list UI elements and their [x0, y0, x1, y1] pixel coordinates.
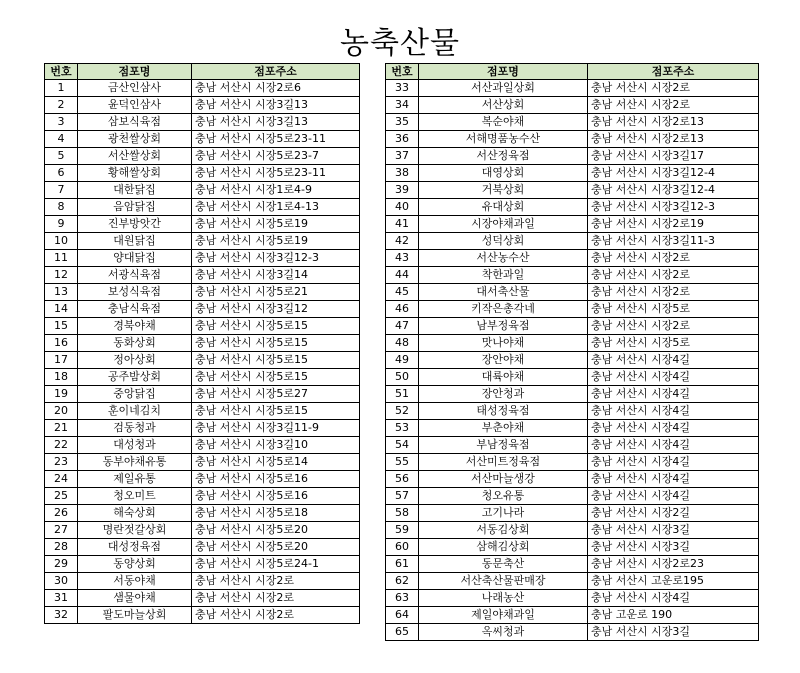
store-address: 충남 서산시 시장5로27: [192, 386, 360, 403]
store-address: 충남 서산시 시장5로19: [192, 216, 360, 233]
store-name: 서산정육점: [419, 148, 588, 165]
store-address: 충남 서산시 시장4길: [588, 590, 759, 607]
table-row: [386, 471, 759, 488]
store-address: 충남 서산시 시장5로14: [192, 454, 360, 471]
table-row: [45, 471, 360, 488]
store-name: 검동청과: [78, 420, 192, 437]
row-number: 27: [45, 522, 78, 539]
store-address: 충남 서산시 시장2로: [192, 590, 360, 607]
store-name: 동양상회: [78, 556, 192, 573]
store-name: 양대닭집: [78, 250, 192, 267]
store-address: 충남 서산시 시장3길13: [192, 97, 360, 114]
store-name: 금산인삼사: [78, 80, 192, 97]
row-number: 65: [386, 624, 419, 641]
store-address: 충남 서산시 시장3길: [588, 539, 759, 556]
table-row: [45, 420, 360, 437]
store-name: 동문축산: [419, 556, 588, 573]
store-address: 충남 서산시 시장3길14: [192, 267, 360, 284]
table-row: [45, 369, 360, 386]
store-address: 충남 서산시 시장3길12-4: [588, 165, 759, 182]
store-address: 충남 서산시 시장3길11-3: [588, 233, 759, 250]
store-address: 충남 서산시 시장5로15: [192, 352, 360, 369]
store-name: 서산농수산: [419, 250, 588, 267]
store-address: 충남 서산시 시장5로15: [192, 403, 360, 420]
table-row: [386, 250, 759, 267]
table-row: [386, 233, 759, 250]
table-row: [45, 80, 360, 97]
table-row: [386, 624, 759, 641]
table-row: [386, 148, 759, 165]
row-number: 29: [45, 556, 78, 573]
store-name: 동화상회: [78, 335, 192, 352]
row-number: 37: [386, 148, 419, 165]
store-address: 충남 서산시 시장5로18: [192, 505, 360, 522]
store-name: 서산미트정육점: [419, 454, 588, 471]
store-name: 보성식육점: [78, 284, 192, 301]
store-name: 경북야채: [78, 318, 192, 335]
table-row: [386, 607, 759, 624]
table-row: [386, 335, 759, 352]
store-name: 광천쌀상회: [78, 131, 192, 148]
store-address: 충남 서산시 시장5로20: [192, 539, 360, 556]
store-name: 시장야채과일: [419, 216, 588, 233]
store-address: 충남 서산시 시장2로: [192, 607, 360, 624]
store-name: 장안청과: [419, 386, 588, 403]
store-address: 충남 서산시 시장3길12-3: [192, 250, 360, 267]
store-address: 충남 서산시 시장2로: [588, 284, 759, 301]
store-name: 명란젓갈상회: [78, 522, 192, 539]
store-name: 착한과일: [419, 267, 588, 284]
store-address: 충남 서산시 시장2로: [588, 250, 759, 267]
row-number: 3: [45, 114, 78, 131]
store-name: 공주밤상회: [78, 369, 192, 386]
row-number: 31: [45, 590, 78, 607]
table-row: [45, 437, 360, 454]
store-name: 서산쌀상회: [78, 148, 192, 165]
store-address: 충남 서산시 시장2로: [192, 573, 360, 590]
table-row: [386, 165, 759, 182]
store-table-left: [44, 63, 360, 624]
store-name: 제일야채과일: [419, 607, 588, 624]
row-number: 13: [45, 284, 78, 301]
store-table-right: [385, 63, 759, 641]
store-name: 남부정육점: [419, 318, 588, 335]
store-name: 삼보식육점: [78, 114, 192, 131]
table-row: [386, 522, 759, 539]
table-row: [45, 97, 360, 114]
page-title: 농축산물: [340, 26, 460, 61]
store-address: 충남 서산시 시장2로: [588, 80, 759, 97]
table-row: [386, 403, 759, 420]
store-address: 충남 서산시 시장5로19: [192, 233, 360, 250]
store-address: 충남 서산시 시장3길: [588, 522, 759, 539]
store-name: 부남정육점: [419, 437, 588, 454]
table-row: [45, 352, 360, 369]
store-address: 충남 서산시 시장5로16: [192, 471, 360, 488]
store-address: 충남 서산시 시장5로23-11: [192, 131, 360, 148]
row-number: 1: [45, 80, 78, 97]
store-name: 키작은총각네: [419, 301, 588, 318]
store-address: 충남 서산시 시장5로23-7: [192, 148, 360, 165]
header-store-name: 점포명: [78, 64, 192, 80]
table-row: [45, 505, 360, 522]
store-address: 충남 서산시 시장1로4-9: [192, 182, 360, 199]
table-row: [45, 165, 360, 182]
store-name: 윤덕인삼사: [78, 97, 192, 114]
row-number: 21: [45, 420, 78, 437]
row-number: 15: [45, 318, 78, 335]
store-address: 충남 서산시 시장2로23: [588, 556, 759, 573]
table-row: [386, 369, 759, 386]
row-number: 47: [386, 318, 419, 335]
table-row: [45, 573, 360, 590]
row-number: 34: [386, 97, 419, 114]
row-number: 51: [386, 386, 419, 403]
table-row: [386, 488, 759, 505]
store-address: 충남 서산시 시장5로20: [192, 522, 360, 539]
table-row: [45, 318, 360, 335]
table-row: [45, 335, 360, 352]
row-number: 6: [45, 165, 78, 182]
store-address: 충남 서산시 시장3길12-4: [588, 182, 759, 199]
row-number: 16: [45, 335, 78, 352]
store-address: 충남 서산시 시장4길: [588, 454, 759, 471]
table-row: [386, 505, 759, 522]
store-name: 해숙상회: [78, 505, 192, 522]
row-number: 20: [45, 403, 78, 420]
table-row: [386, 454, 759, 471]
header-store-address: 점포주소: [588, 64, 759, 80]
row-number: 39: [386, 182, 419, 199]
store-name: 성덕상회: [419, 233, 588, 250]
store-address: 충남 고운로 190: [588, 607, 759, 624]
store-address: 충남 서산시 시장2로6: [192, 80, 360, 97]
table-row: [386, 284, 759, 301]
row-number: 26: [45, 505, 78, 522]
table-row: [45, 539, 360, 556]
table-row: [386, 556, 759, 573]
store-name: 대서축산물: [419, 284, 588, 301]
table-row: [45, 301, 360, 318]
row-number: 10: [45, 233, 78, 250]
store-name: 정아상회: [78, 352, 192, 369]
table-row: [45, 131, 360, 148]
table-row: [386, 216, 759, 233]
store-name: 부춘야채: [419, 420, 588, 437]
table-row: [386, 131, 759, 148]
row-number: 12: [45, 267, 78, 284]
row-number: 58: [386, 505, 419, 522]
table-row: [45, 216, 360, 233]
row-number: 17: [45, 352, 78, 369]
store-name: 복순야채: [419, 114, 588, 131]
store-name: 맛나야채: [419, 335, 588, 352]
store-address: 충남 서산시 시장1로4-13: [192, 199, 360, 216]
store-name: 진부방앗간: [78, 216, 192, 233]
row-number: 25: [45, 488, 78, 505]
store-name: 황해쌀상회: [78, 165, 192, 182]
row-number: 59: [386, 522, 419, 539]
row-number: 44: [386, 267, 419, 284]
row-number: 45: [386, 284, 419, 301]
table-row: [386, 352, 759, 369]
store-address: 충남 서산시 시장4길: [588, 352, 759, 369]
store-name: 나래농산: [419, 590, 588, 607]
row-number: 2: [45, 97, 78, 114]
row-number: 14: [45, 301, 78, 318]
row-number: 49: [386, 352, 419, 369]
row-number: 8: [45, 199, 78, 216]
row-number: 24: [45, 471, 78, 488]
store-name: 대한닭집: [78, 182, 192, 199]
store-address: 충남 서산시 시장2로13: [588, 114, 759, 131]
store-name: 대원닭집: [78, 233, 192, 250]
store-address: 충남 서산시 시장4길: [588, 386, 759, 403]
row-number: 56: [386, 471, 419, 488]
store-address: 충남 서산시 시장5로: [588, 335, 759, 352]
store-name: 충남식육점: [78, 301, 192, 318]
store-name: 서동야채: [78, 573, 192, 590]
store-name: 서해명품농수산: [419, 131, 588, 148]
header-store-name: 점포명: [419, 64, 588, 80]
table-row: [45, 590, 360, 607]
row-number: 64: [386, 607, 419, 624]
row-number: 43: [386, 250, 419, 267]
table-row: [45, 454, 360, 471]
row-number: 53: [386, 420, 419, 437]
store-address: 충남 서산시 시장3길12: [192, 301, 360, 318]
store-name: 삼해김상회: [419, 539, 588, 556]
store-address: 충남 서산시 시장5로24-1: [192, 556, 360, 573]
header-store-address: 점포주소: [192, 64, 360, 80]
table-row: [45, 114, 360, 131]
store-address: 충남 서산시 시장4길: [588, 437, 759, 454]
header-number: 번호: [386, 64, 419, 80]
row-number: 22: [45, 437, 78, 454]
table-row: [386, 114, 759, 131]
table-row: [386, 437, 759, 454]
store-name: 장안야채: [419, 352, 588, 369]
store-address: 충남 서산시 시장5로21: [192, 284, 360, 301]
row-number: 23: [45, 454, 78, 471]
table-row: [45, 556, 360, 573]
row-number: 32: [45, 607, 78, 624]
table-row: [45, 522, 360, 539]
row-number: 9: [45, 216, 78, 233]
store-address: 충남 서산시 시장5로15: [192, 369, 360, 386]
store-name: 서산상회: [419, 97, 588, 114]
table-row: [45, 148, 360, 165]
table-row: [45, 199, 360, 216]
table-row: [386, 318, 759, 335]
row-number: 55: [386, 454, 419, 471]
store-address: 충남 서산시 시장2로: [588, 318, 759, 335]
store-address: 충남 서산시 시장3길12-3: [588, 199, 759, 216]
store-name: 거북상회: [419, 182, 588, 199]
row-number: 5: [45, 148, 78, 165]
store-name: 서산축산물판매장: [419, 573, 588, 590]
row-number: 50: [386, 369, 419, 386]
row-number: 42: [386, 233, 419, 250]
table-row: [45, 607, 360, 624]
table-row: [45, 250, 360, 267]
store-address: 충남 서산시 시장4길: [588, 369, 759, 386]
row-number: 41: [386, 216, 419, 233]
row-number: 38: [386, 165, 419, 182]
header-row: [386, 64, 759, 80]
store-name: 유대상회: [419, 199, 588, 216]
store-name: 청오미트: [78, 488, 192, 505]
store-name: 훈이네김치: [78, 403, 192, 420]
table-row: [386, 301, 759, 318]
row-number: 52: [386, 403, 419, 420]
store-address: 충남 서산시 시장2로: [588, 97, 759, 114]
row-number: 48: [386, 335, 419, 352]
table-row: [45, 233, 360, 250]
table-row: [386, 573, 759, 590]
store-address: 충남 서산시 시장5로23-11: [192, 165, 360, 182]
store-name: 옥씨청과: [419, 624, 588, 641]
store-name: 대륙야채: [419, 369, 588, 386]
store-address: 충남 서산시 시장2길: [588, 505, 759, 522]
table-row: [386, 97, 759, 114]
table-row: [386, 539, 759, 556]
store-name: 동부야채유통: [78, 454, 192, 471]
row-number: 60: [386, 539, 419, 556]
row-number: 30: [45, 573, 78, 590]
store-address: 충남 서산시 시장4길: [588, 471, 759, 488]
store-address: 충남 서산시 시장3길10: [192, 437, 360, 454]
table-row: [386, 199, 759, 216]
header-row: [45, 64, 360, 80]
store-address: 충남 서산시 시장4길: [588, 403, 759, 420]
store-address: 충남 서산시 시장2로13: [588, 131, 759, 148]
row-number: 11: [45, 250, 78, 267]
table-row: [386, 267, 759, 284]
row-number: 36: [386, 131, 419, 148]
row-number: 61: [386, 556, 419, 573]
store-address: 충남 서산시 시장4길: [588, 420, 759, 437]
store-address: 충남 서산시 시장4길: [588, 488, 759, 505]
table-row: [45, 386, 360, 403]
table-row: [45, 488, 360, 505]
row-number: 54: [386, 437, 419, 454]
table-row: [386, 420, 759, 437]
store-address: 충남 서산시 시장5로15: [192, 318, 360, 335]
row-number: 57: [386, 488, 419, 505]
store-name: 샘물야채: [78, 590, 192, 607]
store-address: 충남 서산시 시장2로19: [588, 216, 759, 233]
row-number: 19: [45, 386, 78, 403]
store-name: 음암닭집: [78, 199, 192, 216]
header-number: 번호: [45, 64, 78, 80]
store-name: 태성정육점: [419, 403, 588, 420]
store-address: 충남 서산시 시장3길13: [192, 114, 360, 131]
table-row: [45, 182, 360, 199]
store-name: 제일유통: [78, 471, 192, 488]
store-name: 서광식육점: [78, 267, 192, 284]
row-number: 18: [45, 369, 78, 386]
store-name: 서동김상회: [419, 522, 588, 539]
table-row: [45, 403, 360, 420]
store-address: 충남 서산시 시장2로: [588, 267, 759, 284]
store-address: 충남 서산시 시장3길17: [588, 148, 759, 165]
store-address: 충남 서산시 시장5로15: [192, 335, 360, 352]
table-row: [386, 80, 759, 97]
store-address: 충남 서산시 고운로195: [588, 573, 759, 590]
store-name: 대성정육점: [78, 539, 192, 556]
store-name: 중앙닭집: [78, 386, 192, 403]
row-number: 35: [386, 114, 419, 131]
store-name: 고기나라: [419, 505, 588, 522]
row-number: 46: [386, 301, 419, 318]
store-name: 대영상회: [419, 165, 588, 182]
store-address: 충남 서산시 시장3길11-9: [192, 420, 360, 437]
row-number: 63: [386, 590, 419, 607]
store-name: 청오유통: [419, 488, 588, 505]
row-number: 62: [386, 573, 419, 590]
store-name: 팔도마늘상회: [78, 607, 192, 624]
table-row: [386, 590, 759, 607]
store-name: 서산과일상회: [419, 80, 588, 97]
row-number: 4: [45, 131, 78, 148]
table-row: [386, 182, 759, 199]
store-address: 충남 서산시 시장3길: [588, 624, 759, 641]
store-address: 충남 서산시 시장5로16: [192, 488, 360, 505]
row-number: 40: [386, 199, 419, 216]
store-address: 충남 서산시 시장5로: [588, 301, 759, 318]
table-row: [386, 386, 759, 403]
store-name: 대성청과: [78, 437, 192, 454]
row-number: 33: [386, 80, 419, 97]
row-number: 7: [45, 182, 78, 199]
row-number: 28: [45, 539, 78, 556]
store-name: 서산마늘생강: [419, 471, 588, 488]
table-row: [45, 267, 360, 284]
table-row: [45, 284, 360, 301]
